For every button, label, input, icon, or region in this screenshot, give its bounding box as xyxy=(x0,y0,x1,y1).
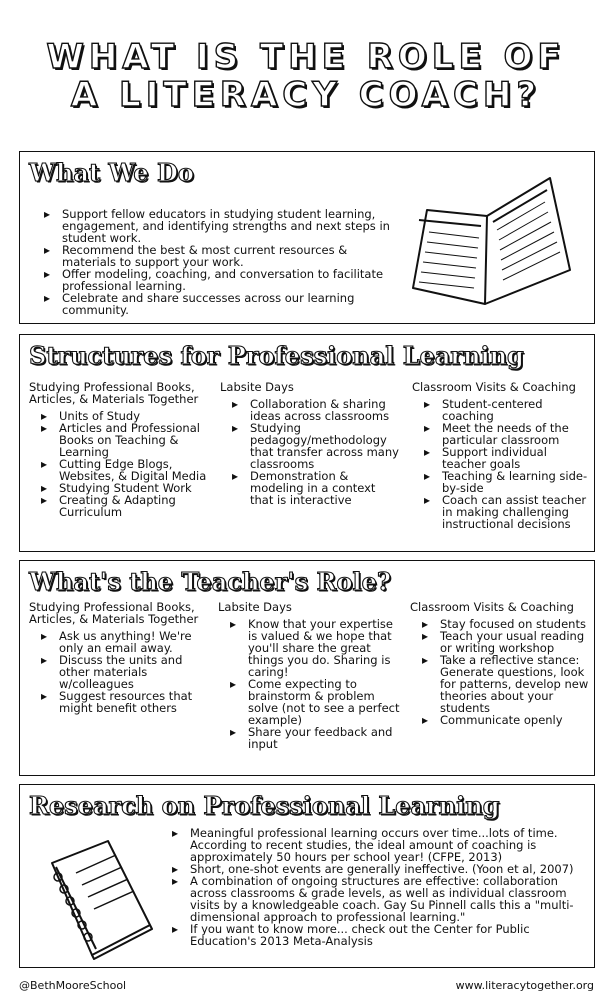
list-item: ▸ Offer modeling, coaching, and conversation to facilitate professional learning. xyxy=(42,268,394,292)
list-item: ▸ Recommend the best & most current resources & materials to support your work. xyxy=(42,244,394,268)
list-item: ▸ Share your feedback and input xyxy=(228,726,400,750)
teacher-role-panel xyxy=(19,560,595,776)
list-item: ▸ Short, one-shot events are generally ineffective. (Yoon et al, 2007) xyxy=(170,863,585,875)
column-title: Labsite Days xyxy=(220,380,294,394)
list-item: ▸ Ask us anything! We're only an email away. xyxy=(39,630,211,654)
list-item: ▸ Meet the needs of the particular classroom xyxy=(422,422,590,446)
column-title: Classroom Visits & Coaching xyxy=(412,380,576,394)
structures-column-3 xyxy=(412,381,590,530)
list-item: ▸ Meaningful professional learning occurs over time...lots of time. According to recent studies, the ideal amount of coaching is approximately 50 hours per school year! (CFPE, 2013) xyxy=(170,827,585,863)
structures-panel xyxy=(19,334,595,552)
list-item: ▸ Cutting Edge Blogs, Websites, & Digital Media xyxy=(39,458,211,482)
list-item: ▸ Coach can assist teacher in making challenging instructional decisions xyxy=(422,494,590,530)
footer-website[interactable]: www.literacytogether.org xyxy=(455,979,594,992)
page-title xyxy=(0,38,612,114)
list-item: ▸ Communicate openly xyxy=(420,714,590,726)
column-title: Studying Professional Books, Articles, & Materials Together xyxy=(29,380,199,406)
list-item: ▸ Units of Study xyxy=(39,410,211,422)
list-item: ▸ Articles and Professional Books on Teaching & Learning xyxy=(39,422,211,458)
structures-column-2 xyxy=(220,381,400,506)
title-line-1: WHAT IS THE ROLE OF xyxy=(46,37,566,77)
list-item: ▸ Suggest resources that might benefit others xyxy=(39,690,211,714)
teacher-role-column-2 xyxy=(218,601,400,750)
list-item: ▸ Know that your expertise is valued & we hope that you'll share the great things you do. Sharing is caring! xyxy=(228,618,400,678)
list-item: ▸ Student-centered coaching xyxy=(422,398,590,422)
list-item: ▸ Discuss the units and other materials w/colleagues xyxy=(39,654,211,690)
list-item: ▸ Take a reflective stance: Generate questions, look for patterns, develop new theories about your students xyxy=(420,654,590,714)
title-line-2: A LITERACY COACH? xyxy=(70,75,542,115)
teacher-role-heading: What's the Teacher's Role? xyxy=(29,567,391,596)
footer-handle: @BethMooreSchool xyxy=(19,979,127,992)
list-item: ▸ Stay focused on students xyxy=(420,618,590,630)
list-item: ▸ If you want to know more... check out the Center for Public Education's 2013 Meta-Analysis xyxy=(170,923,585,947)
list-item: ▸ A combination of ongoing structures are effective: collaboration across classrooms & grade levels, as well as individual classroom visits by a knowledgeable coach. Gay Su Pinnell calls this a "multi-dimensional approach to professional learning." xyxy=(170,875,585,923)
open-book-icon xyxy=(405,170,575,310)
list-item: ▸ Studying pedagogy/methodology that transfer across many classrooms xyxy=(230,422,400,470)
list-item: ▸ Demonstration & modeling in a context that is interactive xyxy=(230,470,400,506)
list-item: ▸ Collaboration & sharing ideas across classrooms xyxy=(230,398,400,422)
list-item: ▸ Support fellow educators in studying student learning, engagement, and identifying strengths and next steps in student work. xyxy=(42,208,394,244)
list-item: ▸ Studying Student Work xyxy=(39,482,211,494)
structures-heading: Structures for Professional Learning xyxy=(29,341,524,370)
structures-column-1 xyxy=(29,381,211,518)
what-we-do-list xyxy=(42,208,394,316)
teacher-role-column-1 xyxy=(29,601,211,714)
what-we-do-panel xyxy=(19,151,595,324)
notebook-icon xyxy=(38,833,158,961)
list-item: ▸ Creating & Adapting Curriculum xyxy=(39,494,211,518)
list-item: ▸ Support individual teacher goals xyxy=(422,446,590,470)
research-list xyxy=(170,827,585,947)
research-heading: Research on Professional Learning xyxy=(29,791,500,820)
what-we-do-heading: What We Do xyxy=(29,158,194,187)
list-item: ▸ Come expecting to brainstorm & problem solve (not to see a perfect example) xyxy=(228,678,400,726)
list-item: ▸ Teach your usual reading or writing workshop xyxy=(420,630,590,654)
column-title: Labsite Days xyxy=(218,600,292,614)
teacher-role-column-3 xyxy=(410,601,590,726)
column-title: Studying Professional Books, Articles, & Materials Together xyxy=(29,600,199,626)
column-title: Classroom Visits & Coaching xyxy=(410,600,574,614)
research-panel xyxy=(19,784,595,968)
list-item: ▸ Celebrate and share successes across our learning community. xyxy=(42,292,394,316)
list-item: ▸ Teaching & learning side-by-side xyxy=(422,470,590,494)
